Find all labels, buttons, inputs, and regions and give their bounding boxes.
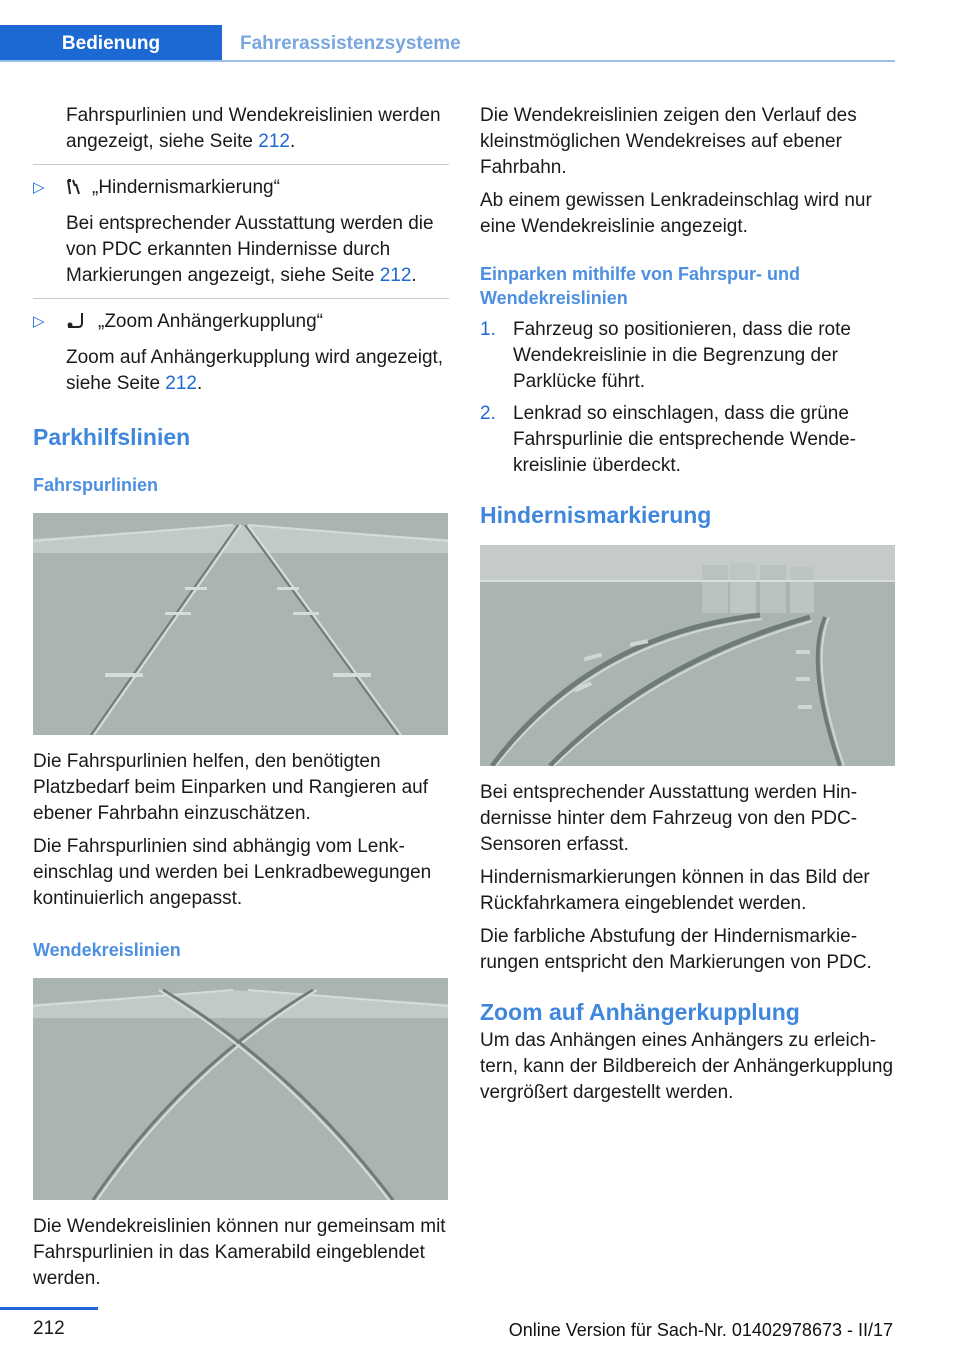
list-divider — [33, 164, 449, 165]
heading-hindernismarkierung: Hindernismarkierung — [480, 502, 712, 528]
list-item-text: Bei entsprechender Ausstattung werden die von PDC erkannten Hindernisse durch Markierungen angezeigt, siehe Seite — [66, 213, 434, 286]
tab-fahrerassistenzsysteme[interactable]: Fahrerassistenzsysteme — [240, 32, 461, 54]
list-divider — [33, 298, 449, 299]
footer-accent-line — [0, 1307, 98, 1310]
list-item-zoom — [33, 309, 449, 397]
page-link[interactable]: 212 — [379, 265, 412, 286]
paragraph: Die Fahrspurlinien sind abhängig vom Lenkeinschlag und werden bei Lenkradbewegungen kontinuierlich angepasst. — [33, 836, 432, 909]
header-divider — [0, 60, 895, 62]
turning-circle-lines-figure — [33, 978, 448, 1200]
lane-lines-figure — [33, 513, 448, 735]
punctuation: . — [289, 131, 296, 152]
list-item-text: Fahrzeug so positionieren, dass die rote Wendekreislinie in die Begrenzung der Parklücke führt. — [513, 319, 851, 392]
heading-einparken: Einparken mithilfe von Fahrspur- und Wendekreislinien — [480, 264, 801, 308]
header — [0, 0, 895, 62]
online-version-note: Online Version für Sach-Nr. 01402978673 - II/17 — [508, 1320, 893, 1340]
continued-paragraph — [33, 103, 449, 155]
page-link[interactable]: 212 — [165, 373, 197, 394]
paragraph-text: Fahrspurlinien und Wendekreislinien werden angezeigt, siehe Seite — [66, 105, 441, 152]
list-item — [480, 317, 896, 395]
paragraph: Die Fahrspurlinien helfen, den benötigten Platzbedarf beim Einparken und Rangieren auf ebener Fahrbahn einzuschätzen. — [33, 751, 429, 824]
punctuation: . — [197, 373, 203, 394]
list-number: 2. — [480, 403, 496, 424]
heading-fahrspurlinien: Fahrspurlinien — [33, 475, 159, 495]
list-item-text: Lenkrad so einschlagen, dass die grüne Fahrspurlinie die entsprechende Wendekreislinie überdeckt. — [513, 403, 856, 476]
triangle-right-icon: ▷ — [33, 313, 45, 330]
paragraph: Die Wendekreislinien zeigen den Verlauf des kleinstmöglichen Wendekreises auf ebener Fahrbahn. — [480, 105, 857, 178]
list-item-title: „Hindernismarkierung“ — [92, 177, 280, 198]
paragraph: Die Wendekreislinien können nur gemeinsam mit Fahrspurlinien in das Kamerabild eingeblendet werden. — [33, 1216, 446, 1289]
trailer-hitch-icon — [66, 312, 88, 338]
paragraph: Hindernismarkierungen können in das Bild der Rückfahrkamera eingeblendet werden. — [480, 867, 870, 914]
paragraph: Bei entsprechender Ausstattung werden Hindernisse hinter dem Fahrzeug von den PDC-Sensoren erfasst. — [480, 782, 858, 855]
left-column — [33, 103, 449, 1299]
heading-parkhilfslinien: Parkhilfslinien — [33, 424, 191, 450]
page-link[interactable]: 212 — [258, 131, 290, 152]
right-column — [480, 103, 896, 1113]
list-item-text: Zoom auf Anhängerkupplung wird angezeigt, siehe Seite — [66, 347, 444, 394]
punctuation: . — [411, 265, 417, 286]
list-item — [480, 401, 896, 479]
paragraph: Um das Anhängen eines Anhängers zu erleichtern, kann der Bildbereich der Anhängerkupplung vergrößert dargestellt werden. — [480, 1030, 894, 1103]
triangle-right-icon: ▷ — [33, 179, 45, 196]
list-item-title: „Zoom Anhängerkupplung“ — [98, 311, 323, 332]
heading-wendekreislinien: Wendekreislinien — [33, 940, 181, 960]
list-item-hindernismarkierung — [33, 175, 449, 289]
obstacle-marking-icon — [66, 178, 82, 204]
page-number: 212 — [33, 1318, 65, 1339]
tab-bedienung[interactable]: Bedienung — [0, 25, 222, 62]
paragraph: Ab einem gewissen Lenkradeinschlag wird nur eine Wendekreislinie angezeigt. — [480, 190, 872, 237]
heading-zoom-anhaengerkupplung: Zoom auf Anhängerkupplung — [480, 999, 800, 1025]
list-number: 1. — [480, 319, 496, 340]
paragraph: Die farbliche Abstufung der Hindernismarkierungen entspricht den Markierungen von PDC. — [480, 926, 872, 973]
obstacle-marking-figure — [480, 545, 895, 766]
